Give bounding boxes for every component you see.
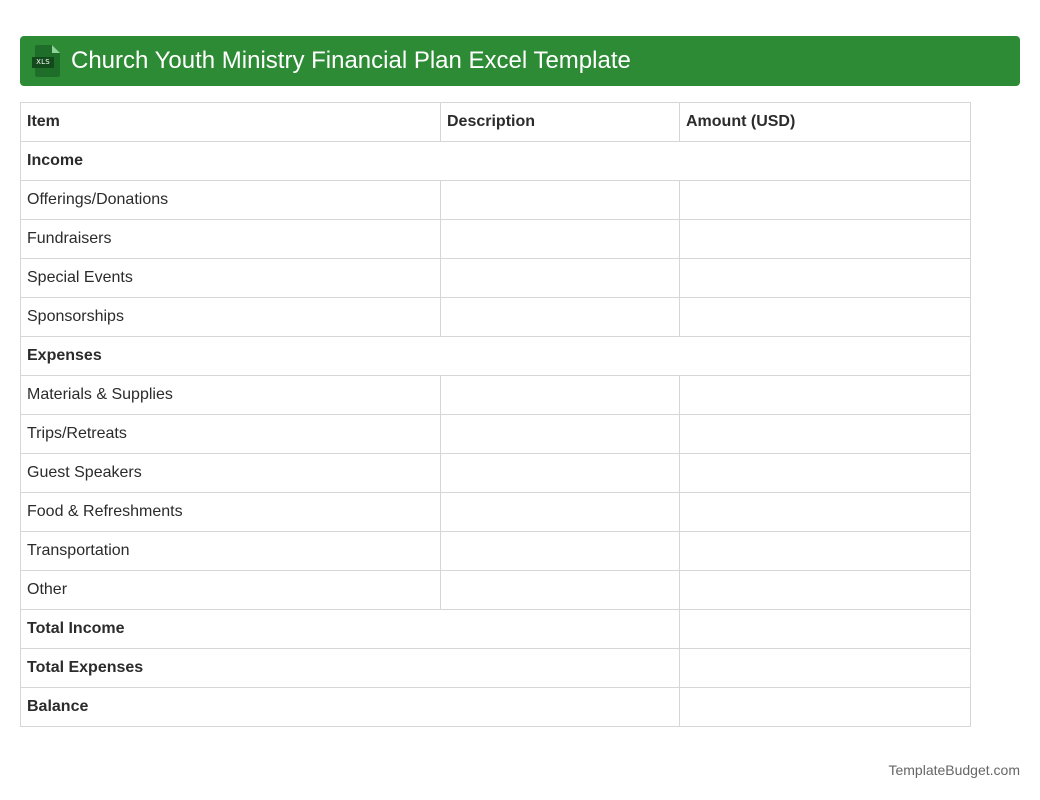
total-expenses-amount-cell[interactable] bbox=[680, 649, 971, 688]
footer-brand: TemplateBudget.com bbox=[888, 762, 1020, 778]
item-cell[interactable]: Food & Refreshments bbox=[21, 493, 441, 532]
item-cell[interactable]: Sponsorships bbox=[21, 298, 441, 337]
section-label-income: Income bbox=[21, 142, 971, 181]
amount-cell[interactable] bbox=[680, 415, 971, 454]
item-cell[interactable]: Materials & Supplies bbox=[21, 376, 441, 415]
table-row bbox=[21, 259, 971, 298]
item-cell[interactable]: Offerings/Donations bbox=[21, 181, 441, 220]
table-row bbox=[21, 415, 971, 454]
table-row bbox=[21, 181, 971, 220]
total-income-amount-cell[interactable] bbox=[680, 610, 971, 649]
table-header-row bbox=[21, 103, 971, 142]
total-row-expenses bbox=[21, 649, 971, 688]
amount-cell[interactable] bbox=[680, 532, 971, 571]
description-cell[interactable] bbox=[441, 532, 680, 571]
description-cell[interactable] bbox=[441, 415, 680, 454]
title-banner bbox=[20, 36, 1020, 86]
column-header-description: Description bbox=[441, 103, 680, 142]
amount-cell[interactable] bbox=[680, 220, 971, 259]
amount-cell[interactable] bbox=[680, 376, 971, 415]
total-row-income bbox=[21, 610, 971, 649]
description-cell[interactable] bbox=[441, 376, 680, 415]
item-cell[interactable]: Guest Speakers bbox=[21, 454, 441, 493]
amount-cell[interactable] bbox=[680, 571, 971, 610]
table-row bbox=[21, 220, 971, 259]
description-cell[interactable] bbox=[441, 181, 680, 220]
page-title: Church Youth Ministry Financial Plan Excel Template bbox=[71, 47, 631, 74]
table-row bbox=[21, 298, 971, 337]
item-cell[interactable]: Special Events bbox=[21, 259, 441, 298]
amount-cell[interactable] bbox=[680, 454, 971, 493]
balance-row bbox=[21, 688, 971, 727]
description-cell[interactable] bbox=[441, 298, 680, 337]
item-cell[interactable]: Transportation bbox=[21, 532, 441, 571]
description-cell[interactable] bbox=[441, 259, 680, 298]
description-cell[interactable] bbox=[441, 493, 680, 532]
balance-amount-cell[interactable] bbox=[680, 688, 971, 727]
xls-file-icon bbox=[32, 45, 60, 77]
xls-icon-label: XLS bbox=[32, 57, 54, 68]
table-row bbox=[21, 493, 971, 532]
description-cell[interactable] bbox=[441, 454, 680, 493]
section-row-expenses bbox=[21, 337, 971, 376]
table-row bbox=[21, 454, 971, 493]
table-row bbox=[21, 532, 971, 571]
item-cell[interactable]: Other bbox=[21, 571, 441, 610]
table-row bbox=[21, 571, 971, 610]
table-row bbox=[21, 376, 971, 415]
total-income-label: Total Income bbox=[21, 610, 680, 649]
amount-cell[interactable] bbox=[680, 493, 971, 532]
item-cell[interactable]: Fundraisers bbox=[21, 220, 441, 259]
total-expenses-label: Total Expenses bbox=[21, 649, 680, 688]
amount-cell[interactable] bbox=[680, 298, 971, 337]
column-header-item: Item bbox=[21, 103, 441, 142]
description-cell[interactable] bbox=[441, 571, 680, 610]
item-cell[interactable]: Trips/Retreats bbox=[21, 415, 441, 454]
amount-cell[interactable] bbox=[680, 181, 971, 220]
balance-label: Balance bbox=[21, 688, 680, 727]
column-header-amount: Amount (USD) bbox=[680, 103, 971, 142]
description-cell[interactable] bbox=[441, 220, 680, 259]
amount-cell[interactable] bbox=[680, 259, 971, 298]
section-label-expenses: Expenses bbox=[21, 337, 971, 376]
section-row-income bbox=[21, 142, 971, 181]
financial-plan-table bbox=[20, 102, 971, 727]
